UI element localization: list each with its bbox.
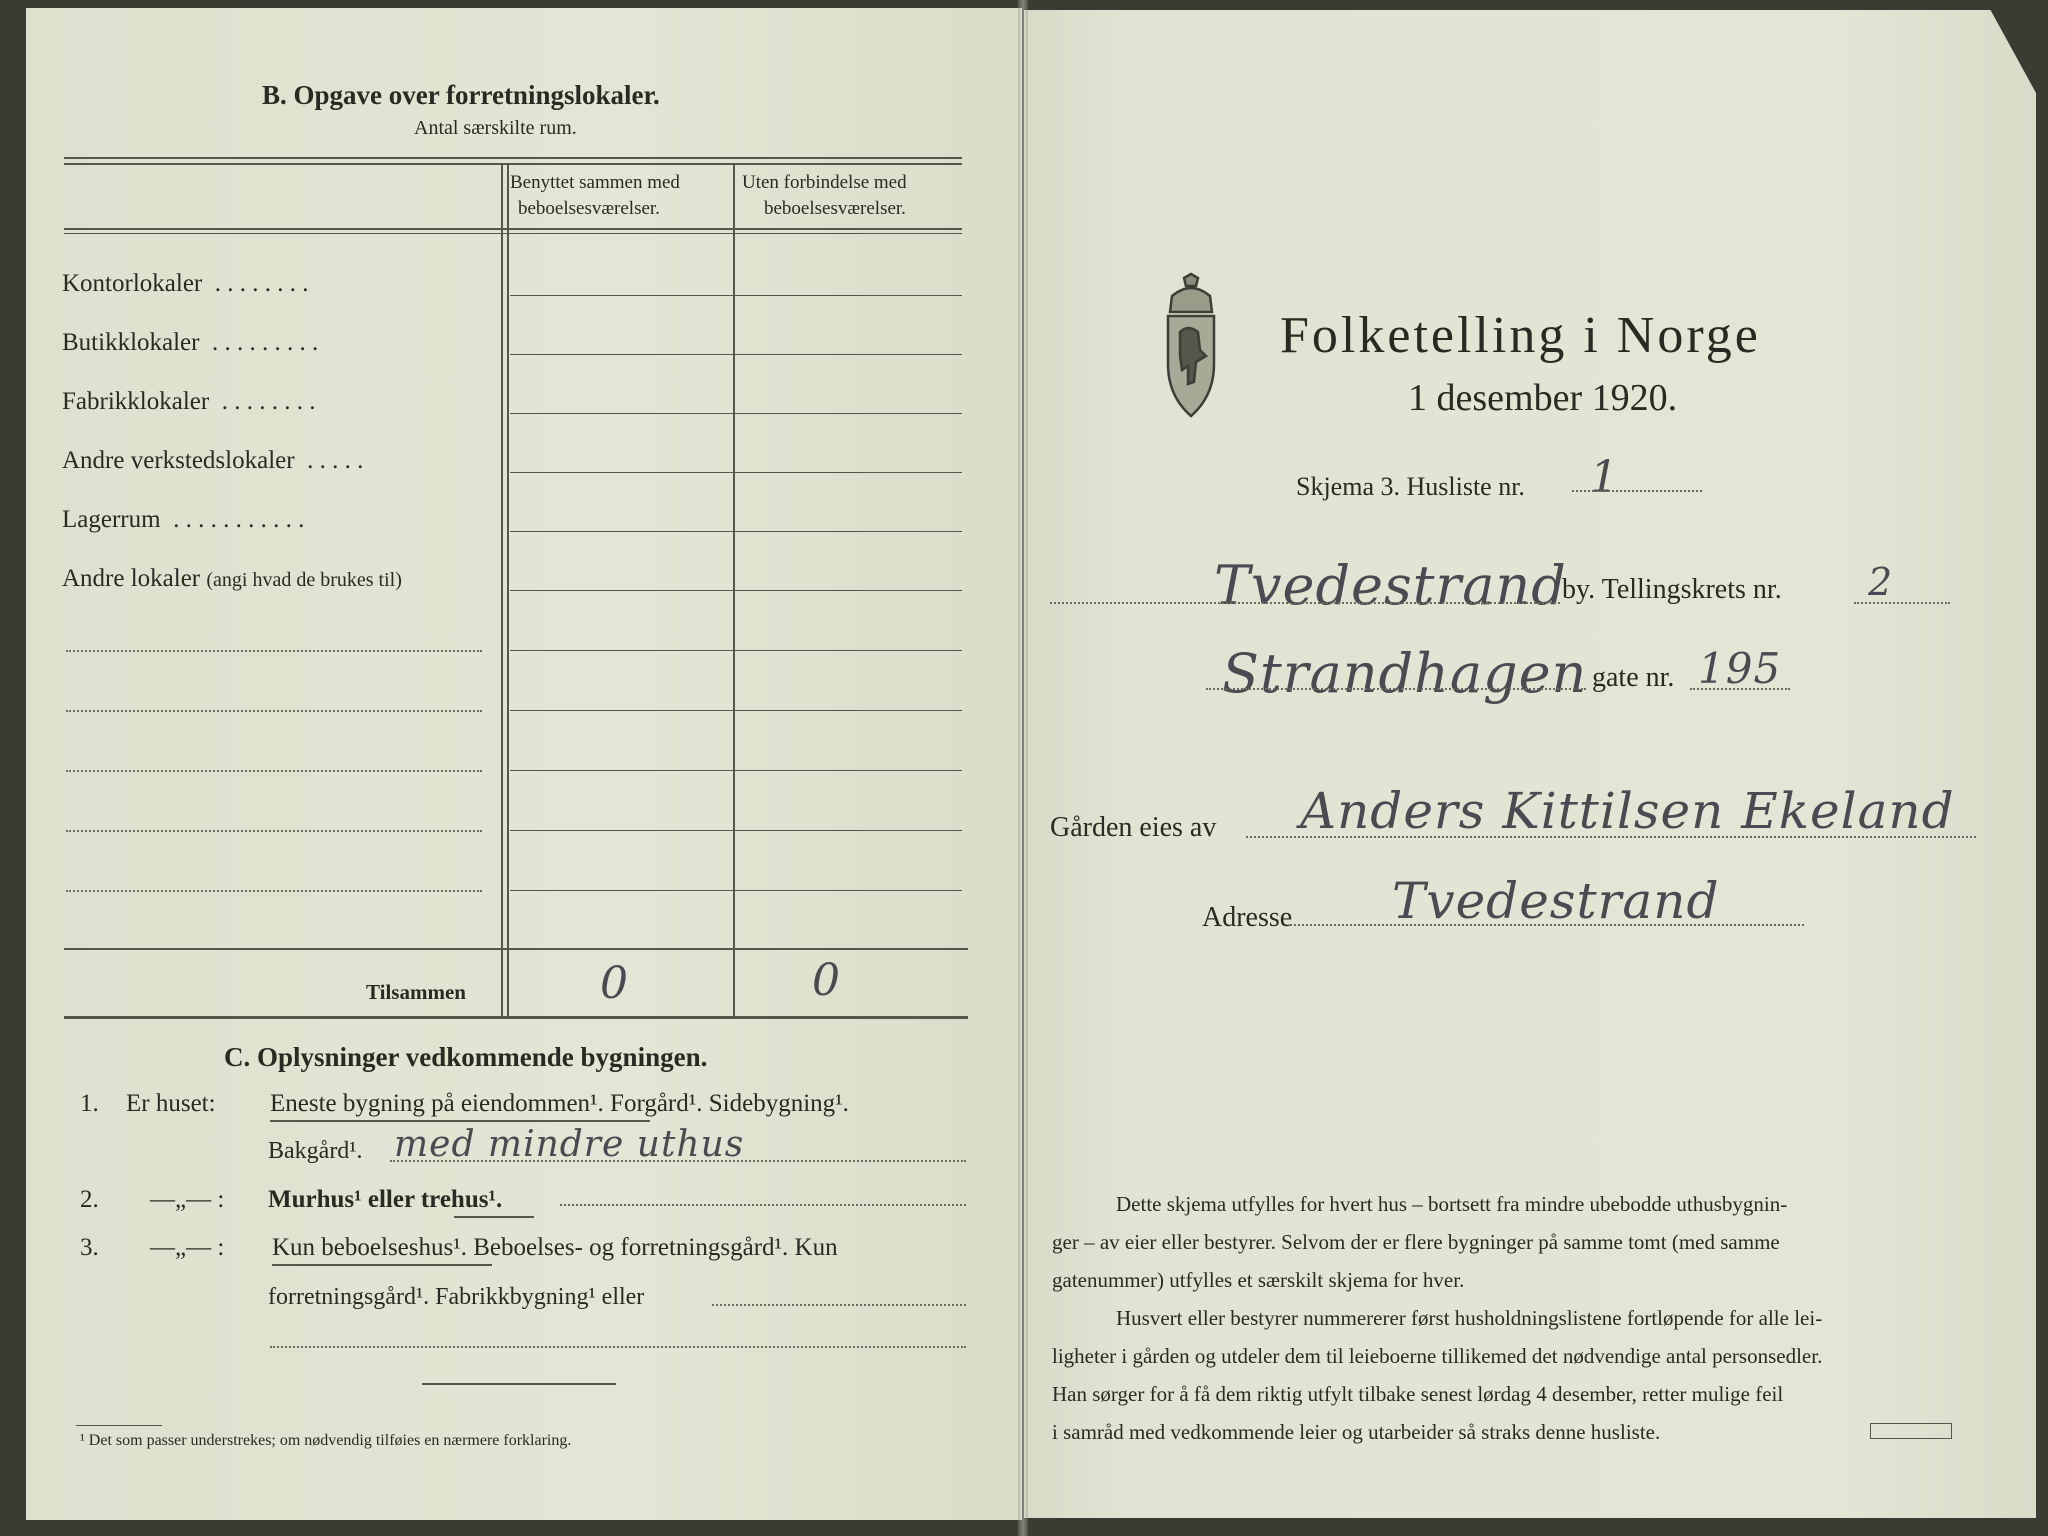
header-bottom-rule (64, 228, 962, 230)
instructions-p1-line1: Dette skjema utfylles for hvert hus – bortsett fra mindre ubebodde uthusbygnin- (1116, 1192, 1788, 1216)
col-divider-1b (507, 163, 509, 1019)
q1-number: 1. (80, 1090, 99, 1117)
gate-line (1690, 688, 1790, 690)
header-bottom-rule-2 (64, 233, 962, 234)
blank-line (66, 770, 482, 772)
q1-label: Er huset: (126, 1090, 216, 1117)
q2-label: —„— : (150, 1186, 225, 1213)
q3-options-line2: forretningsgård¹. Fabrikkbygning¹ eller (268, 1284, 645, 1310)
krets-label: by. Tellingskrets nr. (1562, 574, 1782, 605)
col-divider-1 (501, 163, 503, 1019)
col1-header-line2: beboelsesværelser. (518, 198, 660, 219)
col2-header-line1: Uten forbindelse med (742, 172, 907, 193)
q2-fill-line (560, 1204, 966, 1206)
q3-fill-line-2 (270, 1346, 966, 1348)
q1-handwritten: med mindre uthus (394, 1124, 745, 1165)
q3-fill-line (712, 1304, 966, 1306)
footnote: ¹ Det som passer understrekes; om nødvendig tilføies en nærmere forklaring. (80, 1432, 572, 1449)
owner-line (1246, 836, 1976, 838)
street-line (1206, 688, 1586, 690)
q2-number: 2. (80, 1186, 99, 1213)
city-line (1050, 602, 1560, 604)
owner-label: Gården eies av (1050, 812, 1217, 843)
form-date: 1 desember 1920. (1408, 377, 1678, 419)
street-handwritten: Strandhagen (1222, 642, 1588, 705)
q3-options: Kun beboelseshus¹. Beboelses- og forretningsgård¹. Kun (272, 1234, 838, 1261)
q3-label: —„— : (150, 1234, 225, 1261)
q1-fill-line (390, 1160, 966, 1162)
instructions-p2-line3: Han sørger for å få dem riktig utfylt tilbake senest lørdag 4 desember, retter mulige feil (1052, 1382, 1784, 1406)
row-rule (510, 472, 962, 473)
owner-handwritten: Anders Kittilsen Ekeland (1300, 782, 1955, 840)
q1-options: Eneste bygning på eiendommen¹. Forgård¹. Sidebygning¹. (270, 1090, 849, 1117)
form-title: Folketelling i Norge (1280, 307, 1761, 364)
gate-label: gate nr. (1592, 662, 1675, 693)
footnote-rule (76, 1425, 162, 1426)
separator-rule (422, 1383, 616, 1385)
husliste-line (1572, 490, 1702, 492)
row-rule (510, 354, 962, 355)
col1-header-line1: Benyttet sammen med (510, 172, 680, 193)
section-b-subheading: Antal særskilte rum. (414, 117, 577, 139)
coat-of-arms-icon (1158, 272, 1224, 420)
instructions-p1-line2: ger – av eier eller bestyrer. Selvom der er flere bygninger på samme tomt (med samme (1052, 1230, 1780, 1254)
row-rule (510, 650, 962, 651)
row-label-butikklokaler: Butikklokaler . . . . . . . . . (62, 329, 319, 356)
table-top-rule-2 (64, 163, 962, 165)
row-rule (510, 413, 962, 414)
husliste-number: 1 (1590, 452, 1619, 503)
instructions-p1-line3: gatenummer) utfylles et særskilt skjema for hver. (1052, 1268, 1465, 1292)
row-label-verksted: Andre verkstedslokaler . . . . . (62, 447, 364, 474)
page-fold (1018, 0, 1028, 1536)
row-label-fabrikklokaler: Fabrikklokaler . . . . . . . . (62, 388, 316, 415)
row-rule (510, 890, 962, 891)
q2-options: Murhus¹ eller trehus¹. (268, 1186, 503, 1213)
row-rule (510, 830, 962, 831)
row-rule (510, 531, 962, 532)
gate-number: 195 (1698, 644, 1782, 693)
total-col1-value: 0 (600, 958, 629, 1009)
blank-line (66, 830, 482, 832)
blank-line (66, 650, 482, 652)
row-label-andre-lokaler: Andre lokaler (angi hvad de brukes til) (62, 565, 402, 592)
q3-number: 3. (80, 1234, 99, 1261)
section-c-heading: C. Oplysninger vedkommende bygningen. (224, 1042, 708, 1072)
instructions-p2-line4: i samråd med vedkommende leier og utarbeider så straks denne husliste. (1052, 1420, 1661, 1444)
q2-underline (454, 1216, 534, 1218)
row-label-kontorlokaler: Kontorlokaler . . . . . . . . (62, 270, 309, 297)
city-handwritten: Tvedestrand (1214, 554, 1567, 617)
row-rule (510, 710, 962, 711)
q1-options-line2: Bakgård¹. (268, 1138, 363, 1164)
printer-stamp (1870, 1423, 1952, 1439)
adresse-handwritten: Tvedestrand (1392, 872, 1720, 930)
total-col2-value: 0 (812, 955, 841, 1006)
row-label-lagerrum: Lagerrum . . . . . . . . . . . (62, 506, 305, 533)
total-bottom-rule (64, 1016, 968, 1019)
adresse-line (1290, 924, 1804, 926)
instructions-p2-line1: Husvert eller bestyrer nummererer først husholdningslistene fortløpende for alle lei- (1116, 1306, 1823, 1330)
row-rule (510, 770, 962, 771)
total-label: Tilsammen (366, 980, 466, 1004)
section-b-heading: B. Opgave over forretningslokaler. (262, 80, 660, 110)
row-rule (510, 590, 962, 591)
row-rule (510, 295, 962, 296)
col2-header-line2: beboelsesværelser. (764, 198, 906, 219)
instructions-p2-line2: ligheter i gården og utdeler dem til leieboerne tillikemed det nødvendige antal personsedler. (1052, 1344, 1823, 1368)
blank-line (66, 890, 482, 892)
krets-number: 2 (1868, 560, 1894, 604)
table-top-rule (64, 157, 962, 159)
q3-underline (272, 1264, 492, 1266)
blank-line (66, 710, 482, 712)
q1-underline (270, 1120, 650, 1122)
adresse-label: Adresse (1202, 902, 1293, 933)
krets-line (1854, 602, 1950, 604)
schema-label: Skjema 3. Husliste nr. (1296, 472, 1525, 501)
total-top-rule (64, 948, 968, 950)
